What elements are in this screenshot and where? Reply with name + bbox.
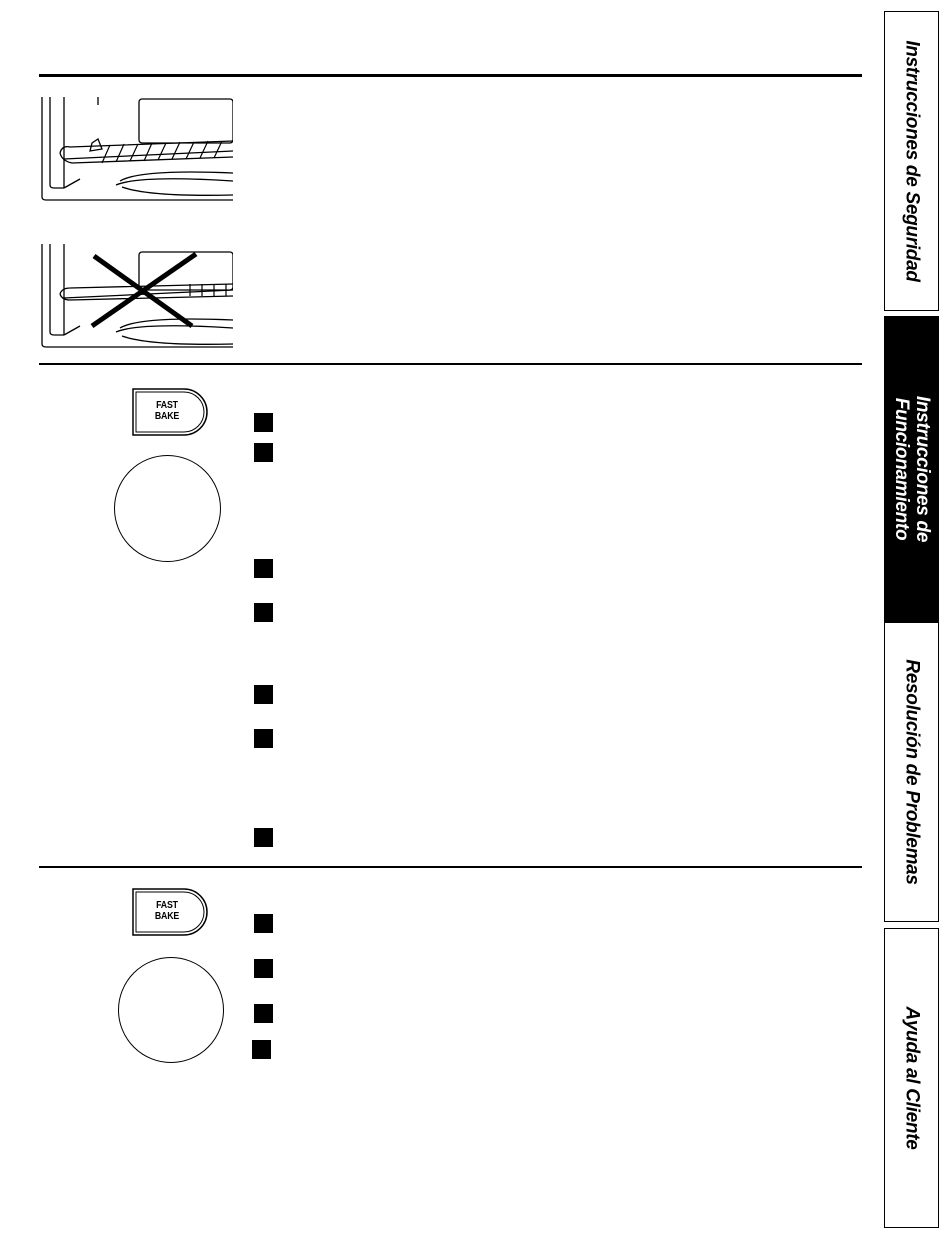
tab-label: Resolución de Problemas bbox=[901, 659, 922, 885]
section-divider bbox=[39, 363, 862, 365]
fast-bake-button[interactable] bbox=[132, 388, 208, 436]
step-marker-2 bbox=[254, 959, 273, 978]
fast-bake-label-line2: BAKE bbox=[154, 911, 180, 922]
rack-incorrect-illustration bbox=[40, 244, 233, 350]
tab-label: Ayuda al Cliente bbox=[901, 1006, 922, 1150]
tab-instrucciones-de-funcionamiento[interactable] bbox=[884, 316, 939, 622]
fast-bake-label-line1: FAST bbox=[156, 400, 178, 411]
step-marker-2 bbox=[254, 443, 273, 462]
step-marker-1 bbox=[254, 413, 273, 432]
rack-correct-illustration bbox=[40, 97, 233, 203]
tab-label: Instrucciones de Seguridad bbox=[901, 40, 922, 282]
fast-bake-label-line1: FAST bbox=[156, 900, 178, 911]
step-marker-1 bbox=[254, 914, 273, 933]
tab-label-line2: Funcionamiento bbox=[890, 397, 912, 541]
step-marker-4 bbox=[252, 1040, 271, 1059]
tab-resolucion-de-problemas[interactable] bbox=[884, 622, 939, 922]
tab-label-line1: Instrucciones de bbox=[911, 395, 933, 543]
tab-ayuda-al-cliente[interactable] bbox=[884, 928, 939, 1228]
step-marker-3 bbox=[254, 559, 273, 578]
step-marker-7 bbox=[254, 828, 273, 847]
fast-bake-label-line2: BAKE bbox=[154, 411, 180, 422]
dial-knob[interactable] bbox=[118, 957, 224, 1063]
step-marker-3 bbox=[254, 1004, 273, 1023]
tab-instrucciones-de-seguridad[interactable] bbox=[884, 11, 939, 311]
step-marker-5 bbox=[254, 685, 273, 704]
dial-knob[interactable] bbox=[114, 455, 221, 562]
fast-bake-button[interactable] bbox=[132, 888, 208, 936]
top-rule bbox=[39, 74, 862, 77]
step-marker-4 bbox=[254, 603, 273, 622]
section-divider bbox=[39, 866, 862, 868]
step-marker-6 bbox=[254, 729, 273, 748]
